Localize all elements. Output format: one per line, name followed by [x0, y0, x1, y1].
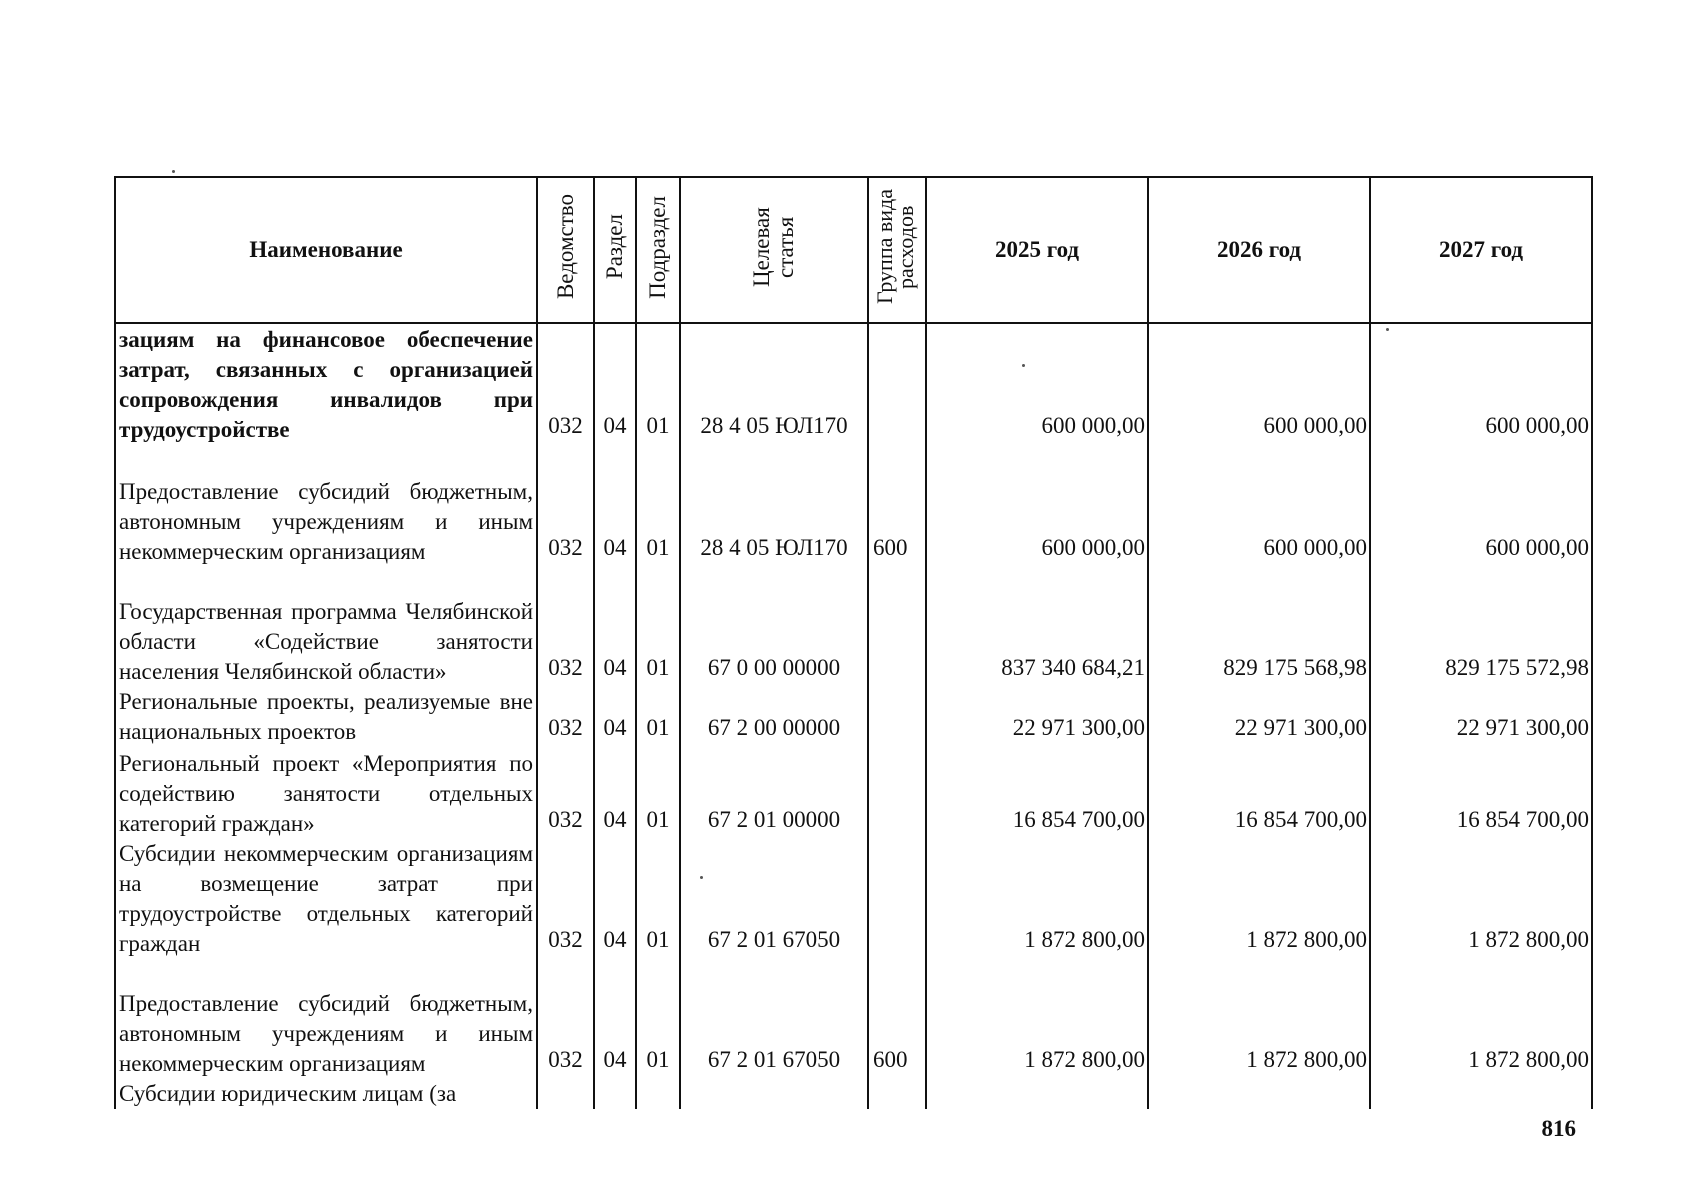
row-group [868, 839, 926, 959]
row-name: Предоставление субсидий бюджетным, автономным учреждениям и иным некоммерческим организациям [115, 445, 537, 567]
row-name: Региональный проект «Мероприятия по содействию занятости отдельных категорий граждан» [115, 747, 537, 839]
row-razdel: 04 [594, 567, 636, 687]
row-target: 67 2 01 67050 [680, 959, 868, 1079]
header-podrazdel: Подраздел [636, 177, 680, 323]
row-amount-2025: 837 340 684,21 [926, 567, 1148, 687]
row-vedomstvo: 032 [537, 839, 594, 959]
header-target: Целевая статья [680, 177, 868, 323]
row-podrazdel: 01 [636, 687, 680, 747]
table-row [115, 687, 1592, 747]
table-row [115, 959, 1592, 1079]
row-amount-2026: 22 971 300,00 [1148, 687, 1370, 747]
row-target: 28 4 05 ЮЛ170 [680, 445, 868, 567]
row-amount-2027: 1 872 800,00 [1370, 839, 1592, 959]
row-amount-2025: 600 000,00 [926, 323, 1148, 445]
row-vedomstvo: 032 [537, 445, 594, 567]
row-vedomstvo: 032 [537, 959, 594, 1079]
row-podrazdel: 01 [636, 445, 680, 567]
row-podrazdel: 01 [636, 839, 680, 959]
header-razdel: Раздел [594, 177, 636, 323]
header-2027: 2027 год [1370, 177, 1592, 323]
table-row [115, 445, 1592, 567]
row-name: Субсидии некоммерческим организациям на возмещение затрат при трудоустройстве отдельных категорий граждан [115, 839, 537, 959]
row-amount-2026: 16 854 700,00 [1148, 747, 1370, 839]
row-target: 67 0 00 00000 [680, 567, 868, 687]
row-razdel: 04 [594, 959, 636, 1079]
row-group: 600 [868, 445, 926, 567]
row-name: Субсидии юридическим лицам (за [115, 1079, 537, 1109]
row-amount-2027: 600 000,00 [1370, 445, 1592, 567]
row-razdel: 04 [594, 839, 636, 959]
row-podrazdel: 01 [636, 959, 680, 1079]
row-target: 67 2 01 00000 [680, 747, 868, 839]
row-group: 600 [868, 959, 926, 1079]
table-row [115, 747, 1592, 839]
header-name: Наименование [115, 177, 537, 323]
table-row [115, 1079, 1592, 1109]
row-amount-2026: 1 872 800,00 [1148, 839, 1370, 959]
row-amount-2025: 22 971 300,00 [926, 687, 1148, 747]
table-row [115, 323, 1592, 445]
table-row [115, 567, 1592, 687]
row-name: Государственная программа Челябинской области «Содействие занятости населения Челябинской области» [115, 567, 537, 687]
scan-speck [1022, 364, 1025, 367]
row-amount-2027: 22 971 300,00 [1370, 687, 1592, 747]
table-row [115, 839, 1592, 959]
scan-speck [172, 170, 175, 173]
row-amount-2027: 1 872 800,00 [1370, 959, 1592, 1079]
page-number: 816 [1541, 1116, 1576, 1141]
row-amount-2027: 600 000,00 [1370, 323, 1592, 445]
row-name: Предоставление субсидий бюджетным, автономным учреждениям и иным некоммерческим организациям [115, 959, 537, 1079]
row-group [868, 687, 926, 747]
row-name: Региональные проекты, реализуемые вне национальных проектов [115, 687, 537, 747]
row-name: зациям на финансовое обеспечение затрат, связанных с организацией сопровождения инвалидов при трудоустройстве [115, 323, 537, 445]
row-group [868, 747, 926, 839]
header-group: Группа вида расходов [868, 177, 926, 323]
row-amount-2025: 1 872 800,00 [926, 959, 1148, 1079]
row-group [868, 323, 926, 445]
row-razdel: 04 [594, 445, 636, 567]
row-razdel: 04 [594, 323, 636, 445]
header-2026: 2026 год [1148, 177, 1370, 323]
row-target: 67 2 00 00000 [680, 687, 868, 747]
row-amount-2027: 829 175 572,98 [1370, 567, 1592, 687]
row-amount-2026: 1 872 800,00 [1148, 959, 1370, 1079]
scan-speck [1386, 328, 1389, 331]
row-razdel: 04 [594, 747, 636, 839]
table-header-row [115, 177, 1592, 323]
row-amount-2025: 1 872 800,00 [926, 839, 1148, 959]
scan-speck [700, 876, 703, 879]
row-podrazdel: 01 [636, 323, 680, 445]
row-group [868, 567, 926, 687]
row-target: 67 2 01 67050 [680, 839, 868, 959]
row-amount-2026: 600 000,00 [1148, 445, 1370, 567]
row-target: 28 4 05 ЮЛ170 [680, 323, 868, 445]
row-vedomstvo: 032 [537, 747, 594, 839]
row-amount-2026: 600 000,00 [1148, 323, 1370, 445]
row-vedomstvo: 032 [537, 567, 594, 687]
row-amount-2025: 16 854 700,00 [926, 747, 1148, 839]
row-amount-2025: 600 000,00 [926, 445, 1148, 567]
header-2025: 2025 год [926, 177, 1148, 323]
row-razdel: 04 [594, 687, 636, 747]
row-podrazdel: 01 [636, 567, 680, 687]
header-vedomstvo: Ведомство [537, 177, 594, 323]
row-vedomstvo: 032 [537, 687, 594, 747]
row-podrazdel: 01 [636, 747, 680, 839]
budget-table [114, 176, 1593, 1109]
row-amount-2027: 16 854 700,00 [1370, 747, 1592, 839]
row-amount-2026: 829 175 568,98 [1148, 567, 1370, 687]
row-vedomstvo: 032 [537, 323, 594, 445]
